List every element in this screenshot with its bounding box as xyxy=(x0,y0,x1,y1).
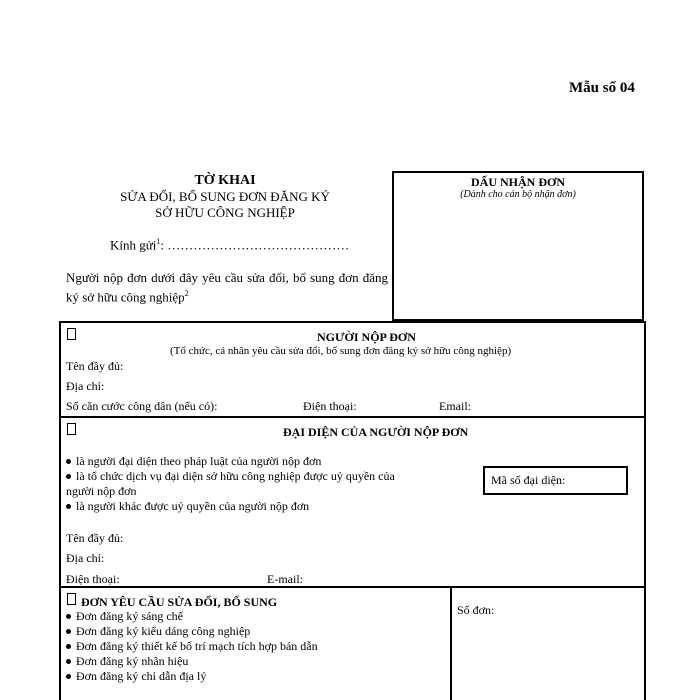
application-type-layout-design[interactable] xyxy=(66,639,318,654)
application-section-checkbox[interactable] xyxy=(67,593,76,605)
request-statement xyxy=(66,270,388,305)
table-left-border xyxy=(59,321,61,700)
type-label: Đơn đăng ký thiết kế bố trí mạch tích hợp bán dẫn xyxy=(76,639,318,653)
applicant-phone-field[interactable]: Điện thoại: xyxy=(303,399,357,413)
salutation-label: Kính gửi xyxy=(110,237,157,253)
representative-option-service[interactable] xyxy=(66,469,395,484)
type-label: Đơn đăng ký kiểu dáng công nghiệp xyxy=(76,624,251,638)
section-divider-2 xyxy=(59,586,646,588)
applicant-section-checkbox[interactable] xyxy=(67,328,76,340)
representative-address-field[interactable]: Địa chỉ: xyxy=(66,551,105,565)
title-line-3: SỞ HỮU CÔNG NGHIỆP xyxy=(155,205,295,220)
footnote-1: 1 xyxy=(156,237,161,246)
representative-code-label: Mã số đại diện: xyxy=(491,473,566,487)
bullet-icon xyxy=(66,504,71,509)
table-top-border xyxy=(59,321,646,323)
applicant-section-subtitle: (Tổ chức, cá nhân yêu cầu sửa đổi, bổ sung đơn đăng ký sở hữu công nghiệp) xyxy=(170,345,512,357)
bullet-icon xyxy=(66,474,71,479)
application-number-divider xyxy=(450,586,452,700)
footnote-2: 2 xyxy=(184,289,189,298)
applicant-id-number-field[interactable]: Số căn cước công dân (nếu có): xyxy=(66,399,218,413)
representative-full-name-field[interactable]: Tên đầy đủ: xyxy=(66,531,124,545)
application-type-patent[interactable] xyxy=(66,609,183,624)
representative-email-field[interactable]: E-mail: xyxy=(267,572,303,586)
applicant-address-field[interactable]: Địa chỉ: xyxy=(66,379,105,393)
type-label: Đơn đăng ký sáng chế xyxy=(76,609,183,623)
request-text: Người nộp đơn dưới đây yêu cầu sửa đổi, bổ sung đơn đăng ký sở hữu công nghiệp xyxy=(66,270,388,305)
applicant-section-title: NGƯỜI NỘP ĐƠN xyxy=(317,330,416,344)
salutation-dots: : …………………………………… xyxy=(160,237,350,253)
representative-option-other[interactable] xyxy=(66,499,309,514)
application-type-geographical-indication[interactable] xyxy=(66,669,206,684)
title-line-2: SỬA ĐỔI, BỔ SUNG ĐƠN ĐĂNG KÝ xyxy=(120,189,330,204)
table-right-border xyxy=(644,321,646,700)
bullet-icon xyxy=(66,644,71,649)
option-label: là tổ chức dịch vụ đại diện sở hữu công nghiệp được uỷ quyền của xyxy=(76,469,395,483)
type-label: Đơn đăng ký nhãn hiệu xyxy=(76,654,189,668)
representative-section-title: ĐẠI DIỆN CỦA NGƯỜI NỘP ĐƠN xyxy=(283,425,469,439)
application-section-title: ĐƠN YÊU CẦU SỬA ĐỔI, BỔ SUNG xyxy=(81,595,278,609)
representative-section-checkbox[interactable] xyxy=(67,423,76,435)
applicant-full-name-field[interactable]: Tên đầy đủ: xyxy=(66,359,124,373)
application-number-field[interactable]: Số đơn: xyxy=(457,603,495,617)
title-line-1: TỜ KHAI xyxy=(194,173,256,188)
salutation xyxy=(110,237,349,253)
type-label: Đơn đăng ký chỉ dẫn địa lý xyxy=(76,669,207,683)
application-type-trademark[interactable] xyxy=(66,654,188,669)
representative-option-legal[interactable] xyxy=(66,454,321,469)
section-divider-1 xyxy=(59,416,646,418)
form-number: Mẫu số 04 xyxy=(569,80,635,96)
bullet-icon xyxy=(66,459,71,464)
bullet-icon xyxy=(66,659,71,664)
bullet-icon xyxy=(66,614,71,619)
representative-option-service-cont: người nộp đơn xyxy=(66,484,137,498)
representative-phone-field[interactable]: Điện thoại: xyxy=(66,572,120,586)
stamp-note: (Dành cho cán bộ nhận đơn) xyxy=(460,189,576,200)
applicant-email-field[interactable]: Email: xyxy=(439,399,471,413)
stamp-title: DẤU NHẬN ĐƠN xyxy=(471,175,565,189)
form-title xyxy=(60,173,390,221)
bullet-icon xyxy=(66,674,71,679)
application-type-industrial-design[interactable] xyxy=(66,624,250,639)
option-label: là người khác được uỷ quyền của người nộp đơn xyxy=(76,499,310,513)
bullet-icon xyxy=(66,629,71,634)
option-label: là người đại diện theo pháp luật của người nộp đơn xyxy=(76,454,322,468)
